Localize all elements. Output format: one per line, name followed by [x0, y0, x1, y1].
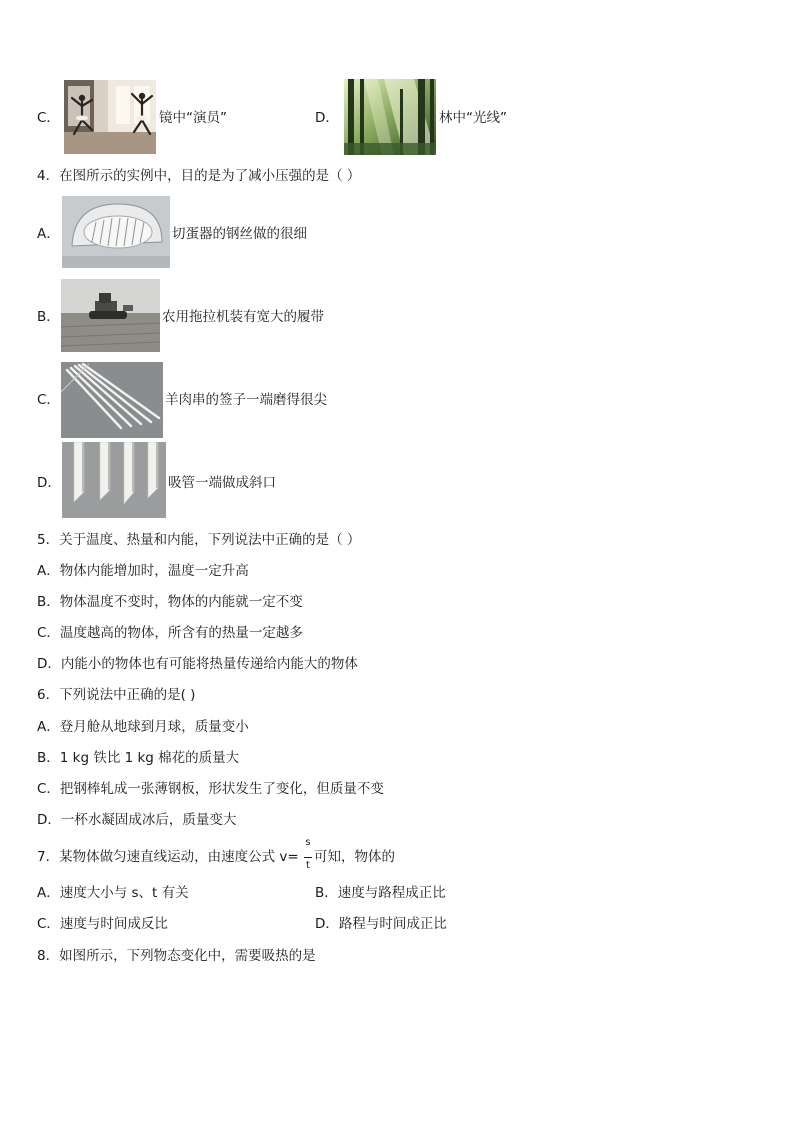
q3-option-d-label: D．: [315, 110, 339, 126]
q7-option-d: D．路程与时间成正比: [315, 916, 447, 932]
q7-stem-after: 可知，物体的: [314, 849, 395, 865]
q7-option-b: B．速度与路程成正比: [315, 885, 446, 901]
q5-option-c: C．温度越高的物体，所含有的热量一定越多: [37, 625, 303, 641]
q4-option-b-label: B．: [37, 309, 60, 325]
q7-fraction-numerator: s: [305, 837, 311, 848]
q4-option-a-text: 切蛋器的钢丝做的很细: [172, 226, 307, 242]
q4-option-c-text: 羊肉串的签子一端磨得很尖: [165, 392, 327, 408]
straws-image: [62, 442, 166, 518]
q5-option-d: D．内能小的物体也有可能将热量传递给内能大的物体: [37, 656, 358, 672]
q5-stem: 5．关于温度、热量和内能，下列说法中正确的是（ ）: [37, 532, 361, 548]
q3-option-c-label: C．: [37, 110, 60, 126]
q4-option-d-text: 吸管一端做成斜口: [168, 475, 276, 491]
q7-option-a: A．速度大小与 s、t 有关: [37, 885, 189, 901]
q7-fraction-denominator: t: [306, 860, 310, 871]
q3-option-d-text: 林中“光线”: [439, 110, 507, 126]
q5-option-a: A．物体内能增加时，温度一定升高: [37, 563, 249, 579]
skewers-image: [61, 362, 163, 438]
q4-option-d-label: D．: [37, 475, 61, 491]
forest-light-image: [344, 79, 436, 155]
tractor-image: [61, 279, 160, 352]
q3-option-c-text: 镜中“演员”: [159, 110, 227, 126]
egg-slicer-image: [62, 196, 170, 268]
q7-fraction-bar: [304, 857, 312, 858]
q4-option-b-text: 农用拖拉机装有宽大的履带: [162, 309, 324, 325]
q7-option-c: C．速度与时间成反比: [37, 916, 168, 932]
q4-option-a-label: A．: [37, 226, 60, 242]
q8-stem: 8．如图所示，下列物态变化中，需要吸热的是: [37, 948, 316, 964]
q6-option-a: A．登月舱从地球到月球，质量变小: [37, 719, 249, 735]
q6-option-c: C．把钢棒轧成一张薄钢板，形状发生了变化，但质量不变: [37, 781, 384, 797]
q4-option-c-label: C．: [37, 392, 60, 408]
q6-option-d: D．一杯水凝固成冰后，质量变大: [37, 812, 237, 828]
dancer-mirror-image: [64, 80, 156, 154]
q6-option-b: B．1 kg 铁比 1 kg 棉花的质量大: [37, 750, 240, 766]
q5-option-b: B．物体温度不变时，物体的内能就一定不变: [37, 594, 303, 610]
q7-stem-before: 7．某物体做匀速直线运动，由速度公式 v=: [37, 849, 299, 865]
q4-stem: 4．在图所示的实例中，目的是为了减小压强的是（ ）: [37, 168, 361, 184]
q6-stem: 6．下列说法中正确的是( ): [37, 687, 196, 703]
